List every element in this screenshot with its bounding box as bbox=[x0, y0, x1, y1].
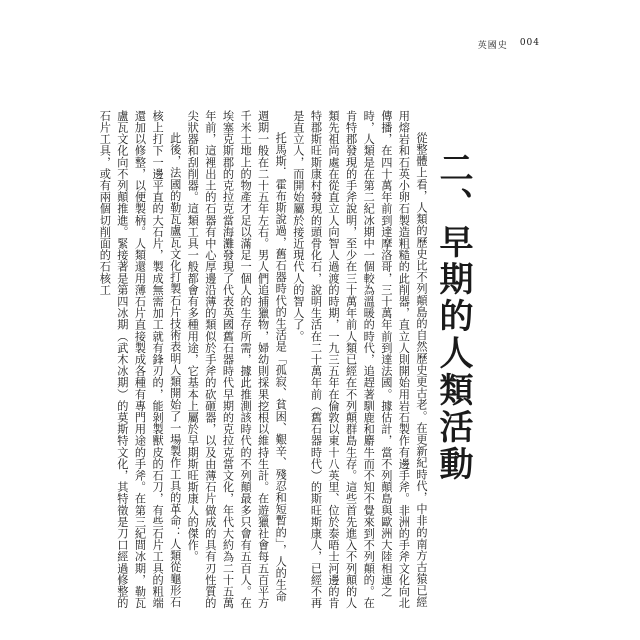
body-text bbox=[98, 110, 430, 610]
running-header bbox=[478, 38, 540, 51]
running-header-title: 英國史 bbox=[477, 41, 508, 51]
paragraph: 托馬斯．霍布斯說過，舊石器時代的生活是「孤寂、貧困、艱辛、殘忍和短暫的」，人的生命週期一般在二十五年左右。男人們追捕獵物，婦幼則採果挖根以維持生計。在遊獵社會每五百平方千米土地上的物產才足以滿足一個人的生存所需，據此推測該時代的不列顛最多只會有五百人。在埃塞克斯郡的克拉克當海灘發現了代表英國舊石器時代早期的克拉克當文化，年代大約為二十五萬年前，這裡出土的石器有中心厚邊沿薄的類似於手斧的砍砸器，以及由薄石片做成的具有刃性質的尖狀器和刮削器。這類工具一般都會有多種用途，它基本上屬於早期斯旺斯康人的傑作。 bbox=[186, 110, 288, 609]
chapter-title: 二、早期的人類活動 bbox=[433, 150, 473, 483]
paragraph: 從整體上看，人類的歷史比不列顛島的自然歷史更古老。在更新紀時代，中非的南方古猿已經用熔岩和石英小卵石製造粗糙的此削器，直立人則開始用岩石製作有邊手斧。非洲的手斧文化向北傳播，在四十萬年前到達摩洛哥，三十萬年前到達法國。據估計，當不列顛島與歐洲大陸相連之時，人類是在第二紀冰期中一個較為溫暖的時代，追趕著馴鹿和麝牛而不知不覺來到不列顛的。在肯特郡發現的手斧說明，至少在三十萬年前人類已經在不列顛群島生存。這些首先進入不列顛的人類先祖尚處在從直立人向智人過渡的時期，一九三五年在倫敦以東十八英里、位於泰晤士河邊的肯特郡斯旺斯康村發現的頭骨化石，說明生活在二十萬年前（舊石器時代）的斯旺斯康人，已經不再是直立人，而開始屬於接近現代人的智人了。 bbox=[291, 110, 428, 609]
paragraph: 此後，法國的勒瓦盧瓦文化打製石片技術表明人類開始了一場製作工具的革命：人類從龜形石核上打下一邊平直的大石片，製成無需加工就有鋒刃的，能剝製獸皮的石刀，有些石片工具的粗端還加以修整，以便製柄。人類還用薄石片直接製成各種有專門用途的手斧。在第三紀間冰期，勒瓦盧瓦文化向不列顛推進。緊接著是第四冰期（武木冰期）的莫斯特文化，其特徵是刀口經過修整的石片工具，或有兩個切削面的石核工 bbox=[98, 110, 182, 609]
page-number: 004 bbox=[519, 38, 540, 48]
